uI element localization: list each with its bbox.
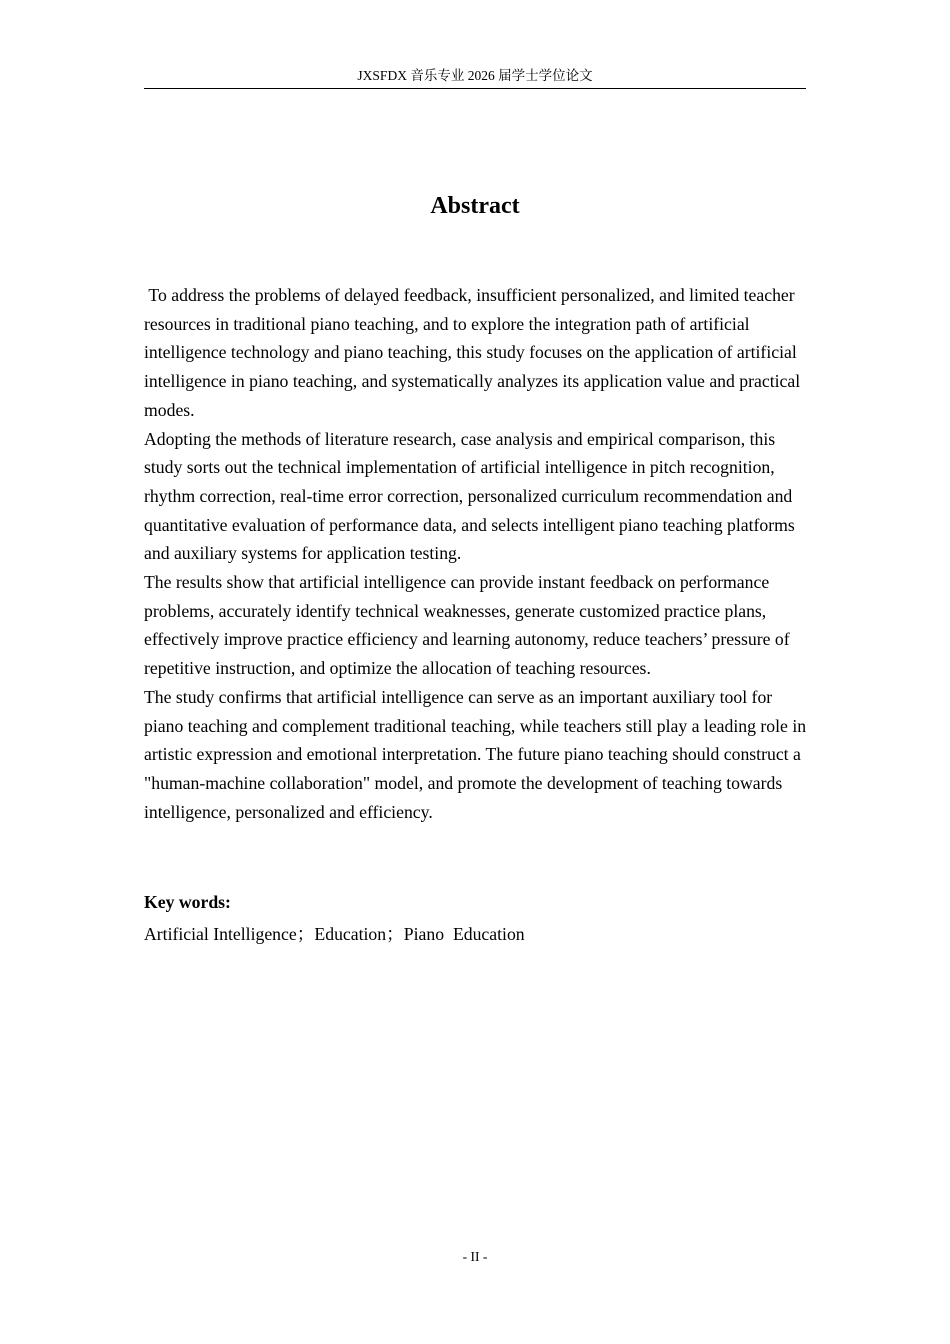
- page-number: - II -: [462, 1249, 488, 1264]
- abstract-paragraph-3: The results show that artificial intelligence can provide instant feedback on performance problems, accurately identify technical weaknesses, generate customized practice plans, effectively improve practice efficiency and learning autonomy, reduce teachers’ pressure of repetitive instruction, and optimize the allocation of teaching resources.: [144, 572, 790, 679]
- keywords-list: Artificial Intelligence；Education；Piano Education: [144, 924, 525, 944]
- abstract-paragraph-2: Adopting the methods of literature research, case analysis and empirical comparison, this study sorts out the technical implementation of artificial intelligence in pitch recognition, rhythm correction, real-time error correction, personalized curriculum recommendation and quantitative evaluation of performance data, and selects intelligent piano teaching platforms and auxiliary systems for application testing.: [144, 428, 795, 564]
- abstract-body: [144, 281, 809, 826]
- abstract-paragraph-1: To address the problems of delayed feedback, insufficient personalized, and limited teacher resources in traditional piano teaching, and to explore the integration path of artificial intelligence technology and piano teaching, this study focuses on the application of artificial intelligence in piano teaching, and systematically analyzes its application value and practical modes.: [144, 285, 805, 420]
- abstract-paragraph-4: The study confirms that artificial intelligence can serve as an important auxiliary tool for piano teaching and complement traditional teaching, while teachers still play a leading role in artistic expression and emotional interpretation. The future piano teaching should construct a "human-machine collaboration" model, and promote the development of teaching towards intelligence, personalized and efficiency.: [144, 686, 807, 822]
- page-header: JXSFDX 音乐专业 2026 届学士学位论文: [144, 66, 806, 89]
- abstract-title: Abstract: [430, 193, 520, 219]
- keywords-heading: Key words:: [144, 892, 231, 912]
